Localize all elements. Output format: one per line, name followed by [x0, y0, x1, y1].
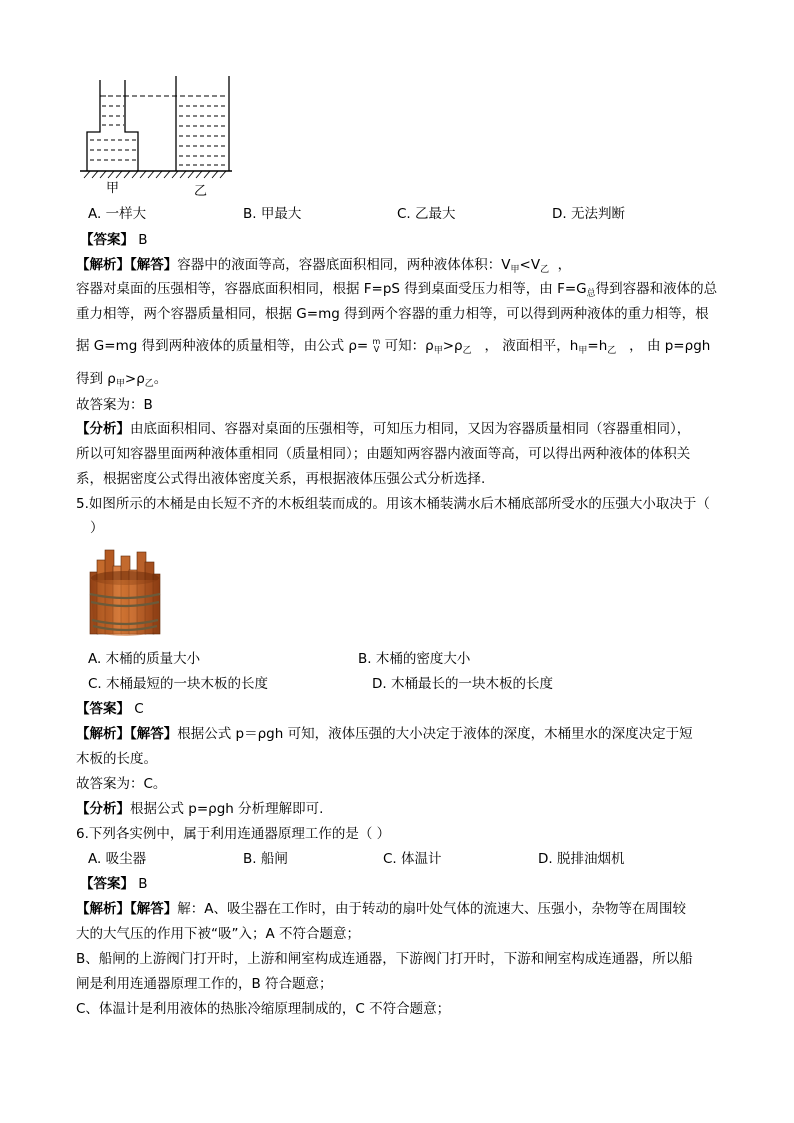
q6-option-a: A. 吸尘器 — [88, 851, 147, 867]
containers-figure — [78, 74, 236, 199]
q6-analysis-line2: 大的大气压的作用下被“吸”入；A 不符合题意； — [76, 926, 361, 942]
q5-stem-line2: ） — [90, 520, 104, 536]
density-fraction: m V — [372, 337, 381, 354]
q4-conclusion: 故答案为：B — [76, 397, 153, 413]
q5-option-c: C. 木桶最短的一块木板的长度 — [88, 676, 269, 692]
q5-answer: 【答案】 C — [76, 701, 144, 717]
q5-stem-line1: 5.如图所示的木桶是由长短不齐的木板组装而成的。用该木桶装满水后木桶底部所受水的压强大小取决于（ — [76, 496, 710, 512]
q4-option-a: A. 一样大 — [88, 206, 147, 222]
container-yi — [176, 76, 229, 171]
q4-analysis-line5: 得到 $\rho_甲>\rho_乙$。 — [76, 371, 168, 389]
q4-fenxi-line3: 系，根据密度公式得出液体密度关系，再根据液体压强公式分析选择. — [76, 471, 486, 487]
q4-option-d: D. 无法判断 — [552, 206, 625, 222]
q5-analysis-line2: 木板的长度。 — [76, 751, 157, 767]
q6-analysis-line5: C、体温计是利用液体的热胀冷缩原理制成的，C 不符合题意； — [76, 1001, 451, 1017]
wooden-bucket-figure — [84, 546, 164, 638]
q6-option-b: B. 船闸 — [243, 851, 288, 867]
q5-option-d: D. 木桶最长的一块木板的长度 — [372, 676, 553, 692]
label-jia: 甲 — [106, 181, 120, 196]
q6-option-c: C. 体温计 — [383, 851, 442, 867]
q6-analysis-line4: 闸是利用连通器原理工作的，B 符合题意； — [76, 976, 333, 992]
q4-analysis-line4: 据 G=mg 得到两种液体的质量相等，由公式 ρ= m V 可知：$\rho_甲>\rho_乙$ ， 液面相平，$h_甲=h_乙$ ， 由 p=ρgh — [76, 337, 711, 356]
q4-answer: 【答案】 B — [80, 232, 148, 248]
q5-conclusion: 故答案为：C。 — [76, 776, 167, 792]
ground-hatching — [84, 171, 226, 178]
q6-analysis-line3: B、船闸的上游阀门打开时，上游和闸室构成连通器，下游阀门打开时，下游和闸室构成连通器，所以船 — [76, 951, 693, 967]
q6-option-d: D. 脱排油烟机 — [538, 851, 625, 867]
q4-analysis-line2: 容器对桌面的压强相等，容器底面积相同，根据 F=pS 得到桌面受压力相等，由 $F=G_总$得到容器和液体的总 — [76, 281, 718, 299]
q6-analysis-line1: 【解析】【解答】解：A、吸尘器在工作时，由于转动的扇叶处气体的流速大、压强小，杂物等在周围较 — [76, 901, 686, 917]
q6-answer: 【答案】 B — [80, 876, 148, 892]
q5-analysis-line1: 【解析】【解答】根据公式 p＝ρgh 可知，液体压强的大小决定于液体的深度，木桶里水的深度决定于短 — [76, 726, 693, 742]
q4-fenxi-line1: 【分析】由底面积相同、容器对桌面的压强相等，可知压力相同，又因为容器质量相同（容器重相同）， — [76, 421, 691, 437]
q5-option-a: A. 木桶的质量大小 — [88, 651, 201, 667]
q4-fenxi-line2: 所以可知容器里面两种液体重相同（质量相同）；由题知两容器内液面等高，可以得出两种液体的体积关 — [76, 446, 691, 462]
q4-option-b: B. 甲最大 — [243, 206, 302, 222]
q4-analysis-line1: 【解析】【解答】容器中的液面等高，容器底面积相同，两种液体体积：$V_甲<V_乙$ ， — [76, 257, 572, 275]
q4-option-c: C. 乙最大 — [397, 206, 456, 222]
q5-fenxi: 【分析】根据公式 p=ρgh 分析理解即可. — [76, 801, 324, 817]
q4-analysis-line3: 重力相等，两个容器质量相同，根据 G=mg 得到两个容器的重力相等，可以得到两种液体的重力相等，根 — [76, 306, 709, 322]
q5-option-b: B. 木桶的密度大小 — [358, 651, 471, 667]
q6-stem: 6.下列各实例中，属于利用连通器原理工作的是（ ） — [76, 826, 391, 842]
label-yi: 乙 — [194, 184, 208, 199]
